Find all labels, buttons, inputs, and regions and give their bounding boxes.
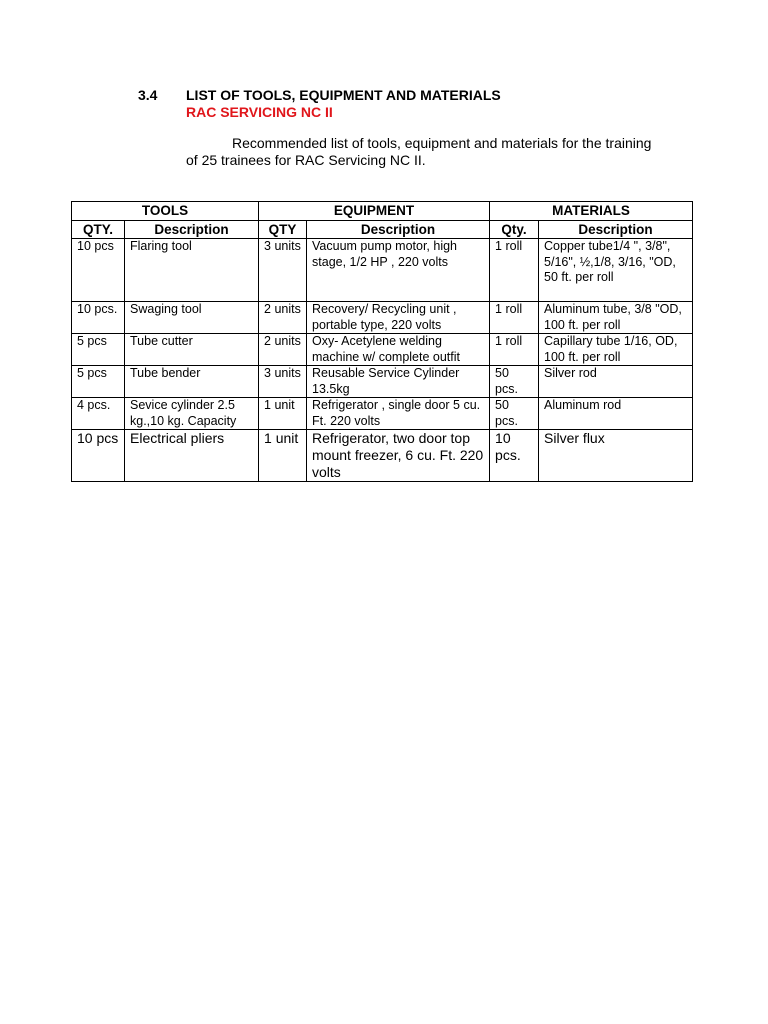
equip-desc-cell: Oxy- Acetylene welding machine w/ complete outfit	[307, 334, 490, 366]
mat-desc-cell: Silver rod	[539, 366, 693, 398]
header-mat-desc: Description	[539, 221, 693, 239]
mat-qty-cell: 1 roll	[490, 239, 539, 302]
table-row	[72, 430, 693, 482]
mat-desc-cell: Capillary tube 1/16, OD, 100 ft. per roll	[539, 334, 693, 366]
group-equipment: EQUIPMENT	[259, 202, 490, 221]
equip-desc-cell: Vacuum pump motor, high stage, 1/2 HP , 220 volts	[307, 239, 490, 302]
mat-desc-cell: Silver flux	[539, 430, 693, 482]
mat-qty-cell: 1 roll	[490, 302, 539, 334]
mat-desc-cell: Aluminum tube, 3/8 "OD, 100 ft. per roll	[539, 302, 693, 334]
equip-desc-cell: Refrigerator , single door 5 cu. Ft. 220 volts	[307, 398, 490, 430]
table-row	[72, 366, 693, 398]
equip-qty-cell: 2 units	[259, 334, 307, 366]
header-mat-qty: Qty.	[490, 221, 539, 239]
section-title: LIST OF TOOLS, EQUIPMENT AND MATERIALS	[186, 87, 501, 103]
tool-desc-cell: Tube bender	[125, 366, 259, 398]
equip-desc-cell: Recovery/ Recycling unit , portable type, 220 volts	[307, 302, 490, 334]
equip-qty-cell: 3 units	[259, 366, 307, 398]
section-subtitle: RAC SERVICING NC II	[186, 104, 333, 120]
group-materials: MATERIALS	[490, 202, 693, 221]
tool-qty-cell: 10 pcs.	[72, 302, 125, 334]
tool-desc-cell: Swaging tool	[125, 302, 259, 334]
equip-desc-cell: Refrigerator, two door top mount freezer, 6 cu. Ft. 220 volts	[307, 430, 490, 482]
group-header-row	[72, 202, 693, 221]
mat-qty-cell: 50 pcs.	[490, 366, 539, 398]
tool-desc-cell: Electrical pliers	[125, 430, 259, 482]
tool-qty-cell: 5 pcs	[72, 366, 125, 398]
intro-paragraph: Recommended list of tools, equipment and materials for the training of 25 trainees for RAC Servicing NC II.	[186, 135, 652, 168]
tool-qty-cell: 5 pcs	[72, 334, 125, 366]
table-row	[72, 302, 693, 334]
table-row	[72, 398, 693, 430]
tool-desc-cell: Sevice cylinder 2.5 kg.,10 kg. Capacity	[125, 398, 259, 430]
mat-qty-cell: 10 pcs.	[490, 430, 539, 482]
tool-qty-cell: 4 pcs.	[72, 398, 125, 430]
mat-desc-cell: Aluminum rod	[539, 398, 693, 430]
equip-qty-cell: 1 unit	[259, 398, 307, 430]
tool-qty-cell: 10 pcs	[72, 239, 125, 302]
mat-desc-cell: Copper tube1/4 ", 3/8", 5/16", ½,1/8, 3/16, "OD, 50 ft. per roll	[539, 239, 693, 302]
mat-qty-cell: 1 roll	[490, 334, 539, 366]
equip-qty-cell: 2 units	[259, 302, 307, 334]
tool-qty-cell: 10 pcs	[72, 430, 125, 482]
column-header-row	[72, 221, 693, 239]
table-row	[72, 334, 693, 366]
header-tool-qty: QTY.	[72, 221, 125, 239]
section-heading	[138, 87, 501, 104]
header-equip-qty: QTY	[259, 221, 307, 239]
mat-qty-cell: 50 pcs.	[490, 398, 539, 430]
equip-qty-cell: 3 units	[259, 239, 307, 302]
equip-desc-cell: Reusable Service Cylinder 13.5kg	[307, 366, 490, 398]
tools-equipment-materials-table	[71, 201, 693, 482]
group-tools: TOOLS	[72, 202, 259, 221]
tool-desc-cell: Tube cutter	[125, 334, 259, 366]
header-equip-desc: Description	[307, 221, 490, 239]
tool-desc-cell: Flaring tool	[125, 239, 259, 302]
table-row	[72, 239, 693, 302]
equip-qty-cell: 1 unit	[259, 430, 307, 482]
header-tool-desc: Description	[125, 221, 259, 239]
section-number: 3.4	[138, 87, 158, 103]
